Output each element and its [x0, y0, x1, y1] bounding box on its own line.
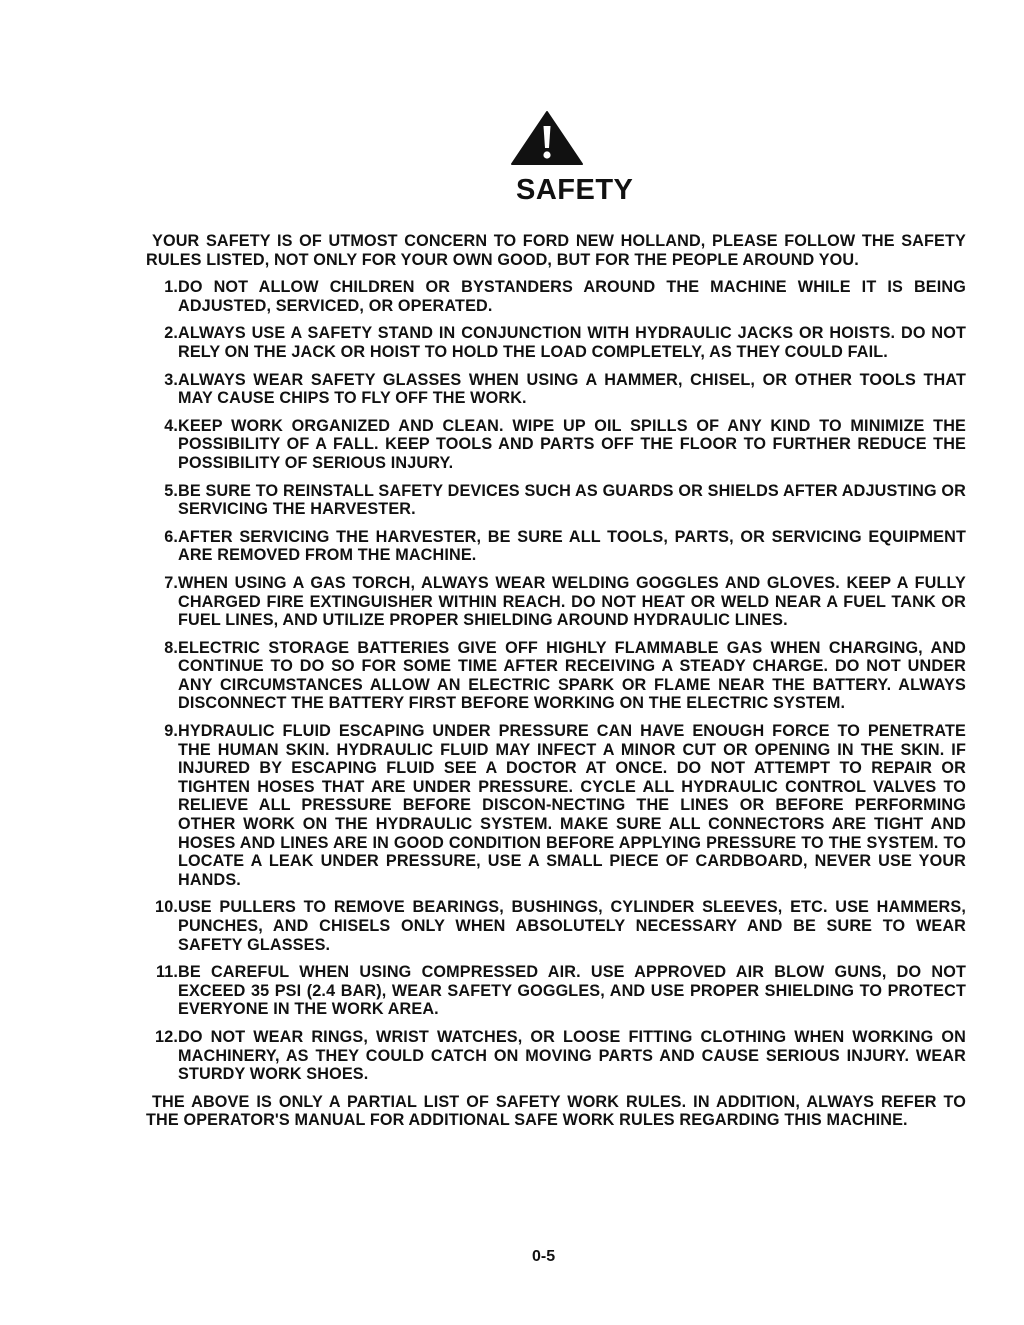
intro-paragraph: YOUR SAFETY IS OF UTMOST CONCERN TO FORD NEW HOLLAND, PLEASE FOLLOW THE SAFETY RULES LISTED, NOT ONLY FOR YOUR OWN GOOD, BUT FOR THE PEOPLE AROUND YOU.: [146, 232, 966, 269]
page-number: 0-5: [532, 1248, 556, 1265]
warning-triangle-icon: [510, 110, 584, 166]
rule-text: HYDRAULIC FLUID ESCAPING UNDER PRESSURE CAN HAVE ENOUGH FORCE TO PENETRATE THE HUMAN SKIN. HYDRAULIC FLUID MAY INFECT A MINOR CUT OR OPENING IN THE SKIN. IF INJURED BY ESCAPING FLUID SEE A DOCTOR AT ONCE. DO NOT ATTEMPT TO REPAIR OR TIGHTEN HOSES THAT ARE UNDER PRESSURE. CYCLE ALL HYDRAULIC CONTROL VALVES TO RELIEVE ALL PRESSURE BEFORE DISCON-NECTING THE LINES OR BEFORE PERFORMING OTHER WORK ON THE HYDRAULIC SYSTEM. MAKE SURE ALL CONNECTORS ARE TIGHT AND HOSES AND LINES ARE IN GOOD CONDITION BEFORE APPLYING PRESSURE TO THE SYSTEM. TO LOCATE A LEAK UNDER PRESSURE, USE A SMALL PIECE OF CARDBOARD, NEVER USE YOUR HANDS.: [178, 722, 966, 889]
safety-rule: [146, 371, 966, 408]
rule-number: 8.: [164, 638, 178, 657]
rule-number: 1.: [164, 278, 178, 297]
rule-number: 10.: [155, 898, 178, 917]
rule-text: AFTER SERVICING THE HARVESTER, BE SURE ALL TOOLS, PARTS, OR SERVICING EQUIPMENT ARE REMOVED FROM THE MACHINE.: [178, 527, 966, 565]
rule-number: 4.: [164, 416, 178, 435]
safety-rule: [146, 482, 966, 519]
safety-rule: [146, 324, 966, 361]
safety-rule: [146, 963, 966, 1019]
safety-rule: [146, 417, 966, 473]
rule-number: 5.: [164, 481, 178, 500]
closing-paragraph: THE ABOVE IS ONLY A PARTIAL LIST OF SAFETY WORK RULES. IN ADDITION, ALWAYS REFER TO THE OPERATOR'S MANUAL FOR ADDITIONAL SAFE WORK RULES REGARDING THIS MACHINE.: [146, 1092, 966, 1130]
safety-rule: [146, 574, 966, 630]
rule-text: ELECTRIC STORAGE BATTERIES GIVE OFF HIGHLY FLAMMABLE GAS WHEN CHARGING, AND CONTINUE TO DO SO FOR SOME TIME AFTER RECEIVING A STEADY CHARGE. DO NOT UNDER ANY CIRCUMSTANCES ALLOW AN ELECTRIC SPARK OR FLAME NEAR THE BATTERY. ALWAYS DISCONNECT THE BATTERY FIRST BEFORE WORKING ON THE ELECTRIC SYSTEM.: [178, 638, 966, 713]
rule-number: 11.: [155, 963, 178, 982]
rule-number: 3.: [164, 370, 178, 389]
rule-text: ALWAYS WEAR SAFETY GLASSES WHEN USING A HAMMER, CHISEL, OR OTHER TOOLS THAT MAY CAUSE CHIPS TO FLY OFF THE WORK.: [178, 370, 966, 408]
safety-rule: [146, 898, 966, 954]
rule-text: DO NOT WEAR RINGS, WRIST WATCHES, OR LOOSE FITTING CLOTHING WHEN WORKING ON MACHINERY, AS THEY COULD CATCH ON MOVING PARTS AND CAUSE SERIOUS INJURY. WEAR STURDY WORK SHOES.: [178, 1027, 966, 1084]
safety-content: [146, 232, 966, 1130]
safety-rule: [146, 639, 966, 713]
rule-number: 7.: [164, 573, 178, 592]
safety-rule: [146, 278, 966, 315]
rule-text: DO NOT ALLOW CHILDREN OR BYSTANDERS AROUND THE MACHINE WHILE IT IS BEING ADJUSTED, SERVICED, OR OPERATED.: [178, 278, 966, 315]
rule-text: WHEN USING A GAS TORCH, ALWAYS WEAR WELDING GOGGLES AND GLOVES. KEEP A FULLY CHARGED FIRE EXTINGUISHER WITHIN REACH. DO NOT HEAT OR WELD NEAR A FUEL TANK OR FUEL LINES, AND UTILIZE PROPER SHIELDING AROUND HYDRAULIC LINES.: [178, 573, 966, 630]
rule-text: BE CAREFUL WHEN USING COMPRESSED AIR. USE APPROVED AIR BLOW GUNS, DO NOT EXCEED 35 PSI (2.4 BAR), WEAR SAFETY GOGGLES, AND USE PROPER SHIELDING TO PROTECT EVERYONE IN THE WORK AREA.: [178, 963, 966, 1019]
rule-number: 6.: [164, 527, 178, 546]
safety-rule: [146, 528, 966, 565]
rule-number: 2.: [164, 324, 178, 343]
page-title: SAFETY: [516, 174, 634, 206]
rule-text: USE PULLERS TO REMOVE BEARINGS, BUSHINGS, CYLINDER SLEEVES, ETC. USE HAMMERS, PUNCHES, AND CHISELS ONLY WHEN ABSOLUTELY NECESSARY AND BE SURE TO WEAR SAFETY GLASSES.: [178, 898, 966, 954]
rule-text: BE SURE TO REINSTALL SAFETY DEVICES SUCH AS GUARDS OR SHIELDS AFTER ADJUSTING OR SERVICING THE HARVESTER.: [178, 481, 966, 519]
safety-rule: [146, 1028, 966, 1084]
rule-text: KEEP WORK ORGANIZED AND CLEAN. WIPE UP OIL SPILLS OF ANY KIND TO MINIMIZE THE POSSIBILITY OF A FALL. KEEP TOOLS AND PARTS OFF THE FLOOR TO FURTHER REDUCE THE POSSIBILITY OF SERIOUS INJURY.: [178, 416, 966, 472]
safety-rule: [146, 722, 966, 889]
rule-text: ALWAYS USE A SAFETY STAND IN CONJUNCTION WITH HYDRAULIC JACKS OR HOISTS. DO NOT RELY ON THE JACK OR HOIST TO HOLD THE LOAD COMPLETELY, AS THEY COULD FAIL.: [178, 324, 966, 361]
rule-number: 12.: [155, 1027, 178, 1046]
rule-number: 9.: [164, 722, 178, 741]
